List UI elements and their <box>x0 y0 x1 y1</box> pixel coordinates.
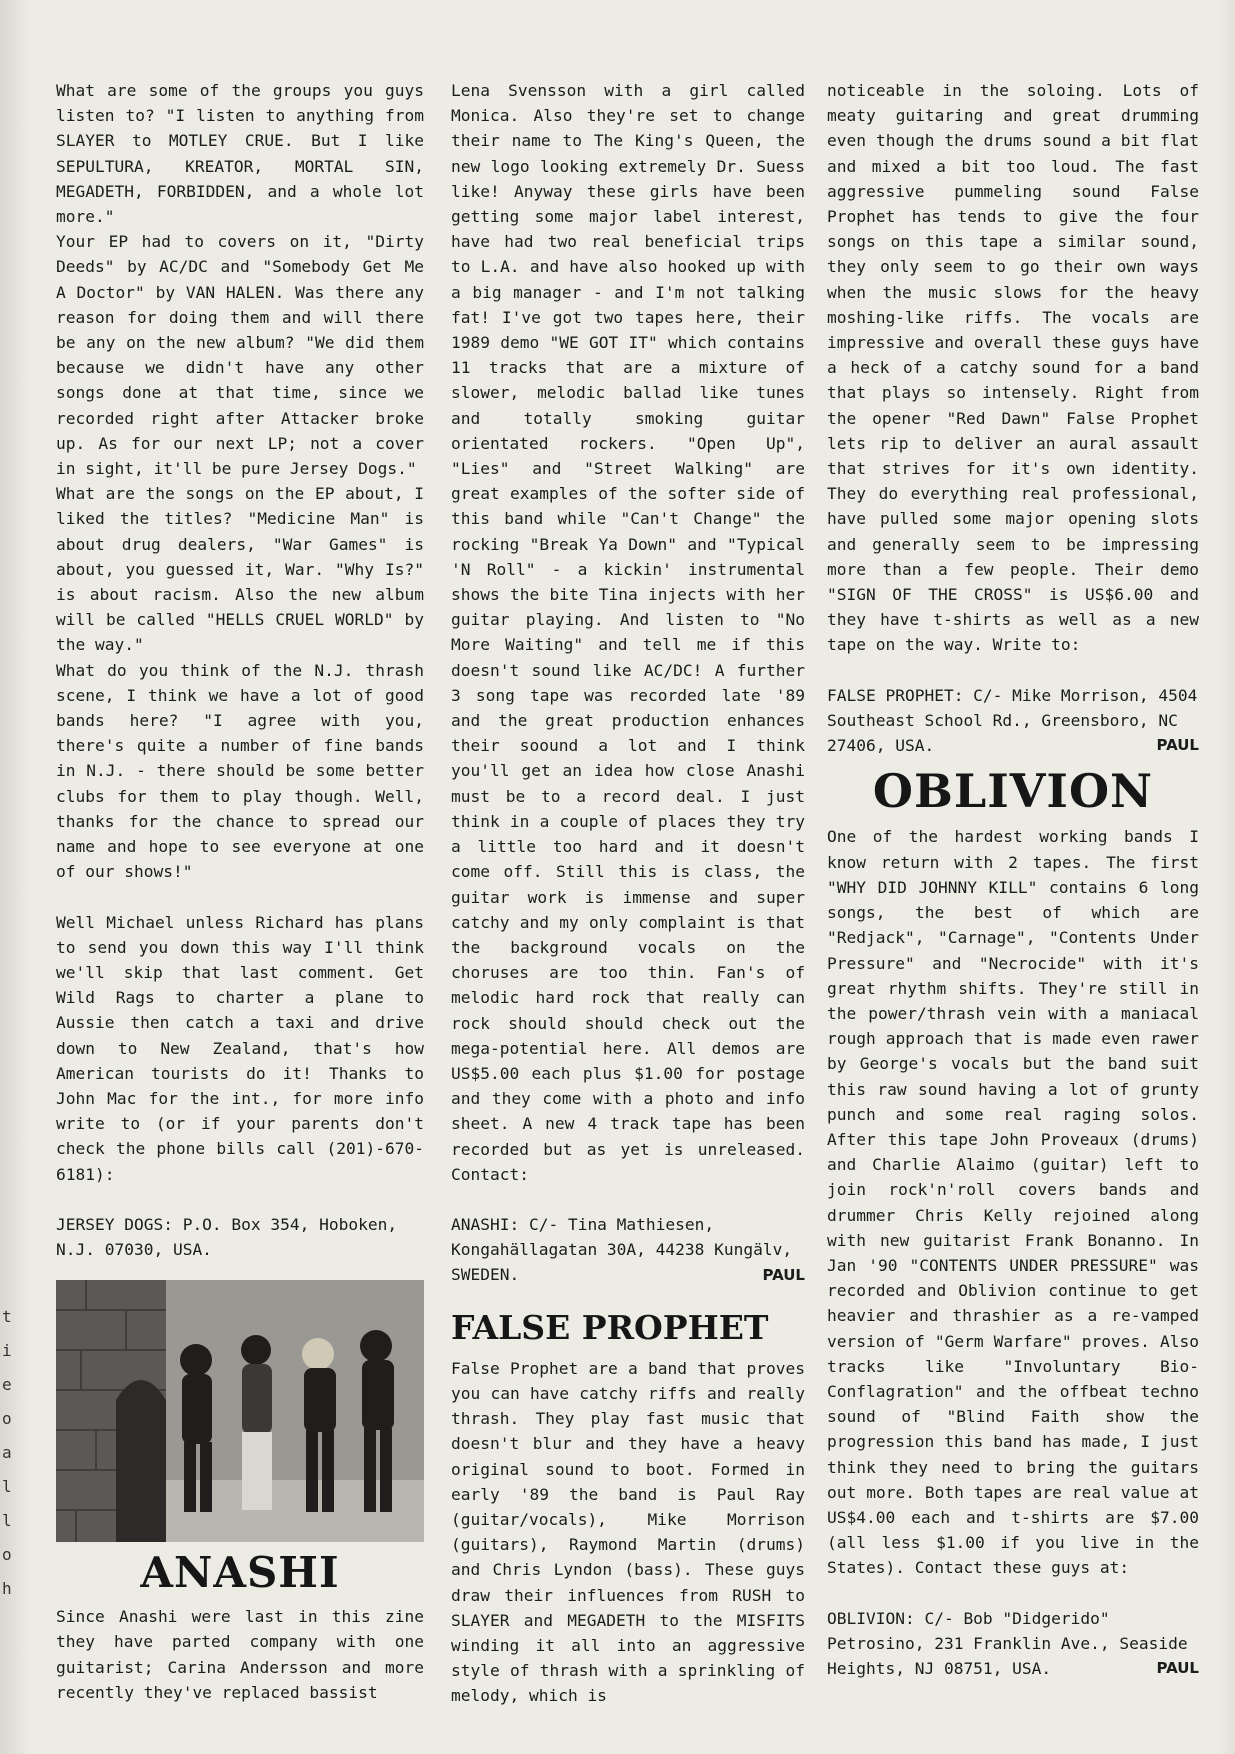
false-prophet-address: FALSE PROPHET: C/- Mike Morrison, 4504 Southeast School Rd., Greensboro, NC 27406, USA. <box>827 685 1198 756</box>
section-heading-oblivion: OBLIVION <box>872 764 1154 819</box>
author-signature: PAUL <box>1156 1659 1199 1678</box>
column-left <box>56 78 424 1705</box>
interview-question-songs: What are the songs on the EP about, I liked the titles? "Medicine Man" is about drug dealers, "War Games" is about, you guessed it, War. "Why Is?" is about racism. Also the new album will be called "HELLS CRUEL WORLD" by the way." <box>56 484 424 655</box>
gutter-char: o <box>2 1409 12 1428</box>
gutter-char: t <box>2 1307 12 1326</box>
gutter-char: e <box>2 1375 12 1394</box>
interview-question-scene: What do you think of the N.J. thrash scene, I think we have a lot of good bands here? "I agree with you, there's quite a number of fine bands in N.J. - there should be some better clubs for them to play though. Well, thanks for the chance to spread our name and hope to see everyone at one of our shows!" <box>56 660 424 882</box>
gutter-char: a <box>2 1443 12 1462</box>
section-heading-false-prophet: FALSE PROPHET <box>451 1307 769 1347</box>
gutter-char: i <box>2 1341 12 1360</box>
gutter-bleed-text <box>2 1300 16 1606</box>
oblivion-address: OBLIVION: C/- Bob "Didgerido" Petrosino, 231 Franklin Ave., Seaside Heights, NJ 08751, USA. <box>827 1608 1188 1678</box>
anashi-intro: Since Anashi were last in this zine they have parted company with one guitarist; Carina Andersson and more recently they've replaced bassist <box>56 1607 424 1702</box>
false-prophet-review: False Prophet are a band that proves you can have catchy riffs and really thrash. They play fast music that doesn't blur and they have a heavy original sound to boot. Formed in early '89 the band is Paul Ray (guitar/vocals), Mike Morrison (guitars), Raymond Martin (drums) and Chris Lyndon (bass). These guys draw their influences from RUSH to SLAYER and MEGADETH to the MISFITS winding it all into an aggressive style of thrash with a sprinkling of melody, which is <box>451 1358 805 1706</box>
section-heading-anashi: ANASHI <box>140 1548 340 1598</box>
author-signature: PAUL <box>762 1265 805 1284</box>
anashi-review: Lena Svensson with a girl called Monica. Also they're set to change their name to The King's Queen, the new logo looking extremely Dr. Suess like! Anyway these girls have been getting some major label interest, have had two real beneficial trips to L.A. and have also hooked up with a big manager - and I'm not talking fat! I've got two tapes here, their 1989 demo "WE GOT IT" which contains 11 tracks that are a mixture of slower, melodic ballad like tunes and totally smoking guitar orientated rockers. "Open Up", "Lies" and "Street Walking" are great examples of the softer side of this band while "Can't Change" the rocking "Break Ya Down" and "Typical 'N Roll" - a kickin' instrumental shows the bite Tina injects with her guitar playing. And listen to "No More Waiting" and tell me if this doesn't sound like AC/DC! A further 3 song tape was recorded late '89 and the great production enhances their soound a lot and I think you'll get an idea how close Anashi must be to a record deal. I just think in a couple of places they try a little too hard and it doesn't come off. Still this is class, the guitar work is immense and super catchy and my only complaint is that the background vocals on the choruses are too thin. Fan's of melodic hard rock that really can rock should should check out the mega-potential here. All demos are US$5.00 each plus $1.00 for postage and they come with a photo and info sheet. A new 4 track tape has been recorded but as yet is unreleased. Contact: <box>451 81 805 1184</box>
author-signature: PAUL <box>1156 736 1199 755</box>
gutter-char: h <box>2 1579 12 1598</box>
column-right <box>827 78 1199 1681</box>
gutter-char: o <box>2 1545 12 1564</box>
gutter-char: l <box>2 1477 12 1496</box>
column-middle <box>451 78 805 1709</box>
anashi-address: ANASHI: C/- Tina Mathiesen, Kongahällagatan 30A, 44238 Kungälv, SWEDEN. <box>451 1214 793 1285</box>
jersey-dogs-address: JERSEY DOGS: P.O. Box 354, Hoboken, N.J. 07030, USA. <box>56 1214 398 1259</box>
gutter-char: l <box>2 1511 12 1530</box>
editor-comment: Well Michael unless Richard has plans to send you down this way I'll think we'll skip that last comment. Get Wild Rags to charter a plane to Aussie then catch a taxi and drive down to New Zealand, that's how American tourists do it! Thanks to John Mac for the int., for more info write to (or if your parents don't check the phone bills call (201)-670-6181): <box>56 912 424 1184</box>
interview-question-bands: What are some of the groups you guys listen to? "I listen to anything from SLAYER to MOTLEY CRUE. But I like SEPULTURA, KREATOR, MORTAL SIN, MEGADETH, FORBIDDEN, and a whole lot more." <box>56 81 424 227</box>
interview-question-covers: Your EP had to covers on it, "Dirty Deeds" by AC/DC and "Somebody Get Me A Doctor" by VAN HALEN. Was there any reason for doing them and will there be any on the new album? "We did them because we didn't have any other songs done at that time, since we recorded right after Attacker broke up. As for our next LP; not a cover in sight, it'll be pure Jersey Dogs." <box>56 232 424 479</box>
band-photo <box>56 1280 424 1542</box>
false-prophet-review-continued: noticeable in the soloing. Lots of meaty guitaring and great drumming even though the drums sound a bit flat and mixed a bit too loud. The fast aggressive pummeling sound False Prophet has tends to give the four songs on this tape a similar sound, they only seem to go their own ways when the music slows for the heavy moshing-like riffs. The vocals are impressive and overall these guys have a heck of a catchy sound for a band that plays so intensely. Right from the opener "Red Dawn" False Prophet lets rip to deliver an aural assault that strives for it's own identity. They do everything real professional, have pulled some major opening slots and generally seem to be impressing more than a few people. Their demo "SIGN OF THE CROSS" is US$6.00 and they have t-shirts as well as a new tape on the way. Write to: <box>827 81 1199 655</box>
oblivion-review: One of the hardest working bands I know return with 2 tapes. The first "WHY DID JOHNNY KILL" contains 6 long songs, the best of which are "Redjack", "Carnage", "Contents Under Pressure" and "Necrocide" with it's great rhythm shifts. They're still in the power/thrash vein with a maniacal rough approach that is made even rawer by George's vocals but the band suit this raw sound having a lot of grunty punch and some real raging solos. After this tape John Proveaux (drums) and Charlie Alaimo (guitar) left to join rock'n'roll covers bands and drummer Chris Kelly rejoined along with new guitarist Frank Bonanno. In Jan '90 "CONTENTS UNDER PRESSURE" was recorded and Oblivion continue to get heavier and thrashier as a re-vamped version of "Germ Warfare" proves. Also tracks like "Involuntary Bio-Conflagration" and the offbeat techno sound of "Blind Faith show the progression this band has made, I just think they need to bring the guitars out more. Both tapes are real value at US$4.00 each and t-shirts are $7.00 (all less $1.00 if you live in the States). Contact these guys at: <box>827 827 1199 1578</box>
